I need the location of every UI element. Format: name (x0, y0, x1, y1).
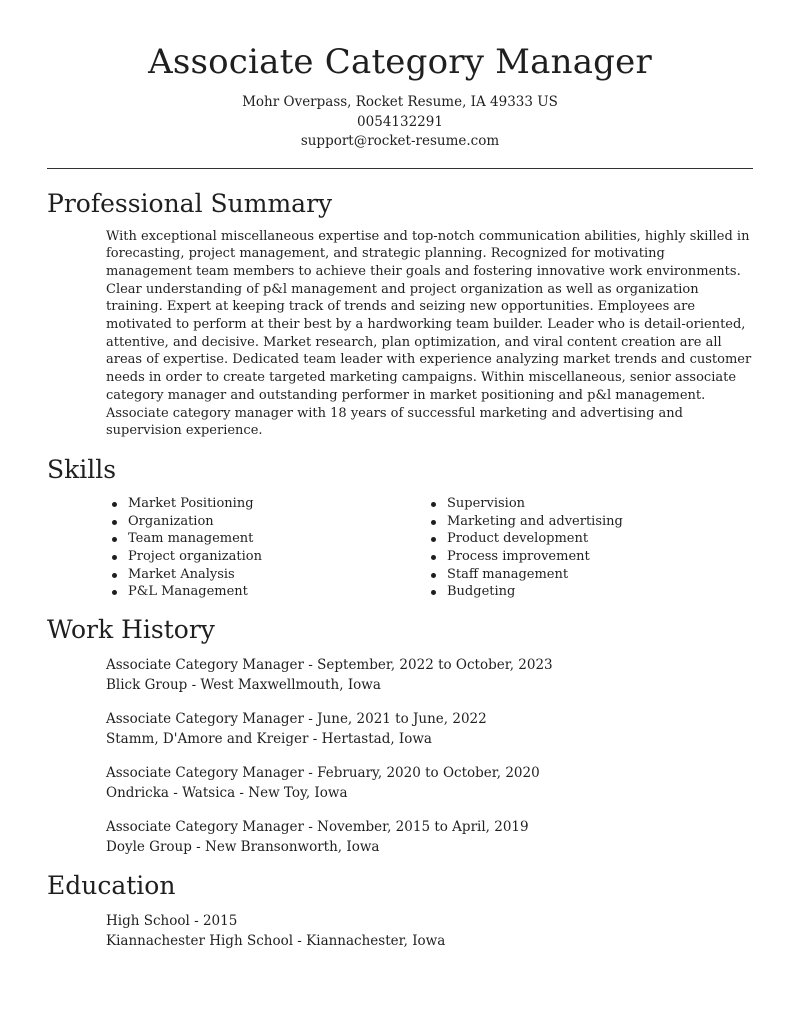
summary-section (47, 189, 753, 440)
summary-title: Professional Summary (47, 188, 333, 218)
education-school: Kiannachester High School - Kiannachester, Iowa (106, 933, 446, 950)
job-entry (106, 655, 753, 695)
skills-grid (106, 495, 753, 601)
education-degree: High School - 2015 (106, 913, 238, 930)
job-list (106, 655, 753, 857)
skills-column-right (425, 495, 744, 601)
skill-item: Marketing and advertising (425, 513, 744, 531)
skill-item: Supervision (425, 495, 744, 513)
work-history-section (47, 615, 753, 857)
skill-item: Staff management (425, 566, 744, 584)
job-role: Associate Category Manager - November, 2015 to April, 2019 (106, 819, 529, 836)
skill-item: Process improvement (425, 548, 744, 566)
job-entry (106, 763, 753, 803)
contact-address: Mohr Overpass, Rocket Resume, IA 49333 US (242, 94, 558, 110)
skill-item: Product development (425, 530, 744, 548)
skill-item: Budgeting (425, 583, 744, 601)
job-role: Associate Category Manager - February, 2020 to October, 2020 (106, 765, 540, 782)
skill-item: Project organization (106, 548, 425, 566)
education-section (47, 871, 753, 951)
skills-section (47, 455, 753, 601)
job-entry (106, 709, 753, 749)
skill-item: P&L Management (106, 583, 425, 601)
skill-item: Organization (106, 513, 425, 531)
skill-item: Market Analysis (106, 566, 425, 584)
job-company: Blick Group - West Maxwellmouth, Iowa (106, 677, 381, 694)
resume-name: Associate Category Manager (148, 42, 652, 82)
education-title: Education (47, 871, 176, 901)
job-role: Associate Category Manager - June, 2021 to June, 2022 (106, 711, 487, 728)
work-history-title: Work History (47, 615, 215, 645)
job-company: Doyle Group - New Bransonworth, Iowa (106, 839, 380, 856)
education-entry (106, 911, 753, 951)
contact-phone: 0054132291 (357, 113, 443, 130)
header-divider (47, 168, 753, 169)
skills-column-left (106, 495, 425, 601)
contact-block (47, 93, 753, 152)
skill-item: Market Positioning (106, 495, 425, 513)
job-company: Ondricka - Watsica - New Toy, Iowa (106, 785, 348, 802)
skill-item: Team management (106, 530, 425, 548)
summary-text: With exceptional miscellaneous expertise and top-notch communication abilities, highly skilled in forecasting, project management, and strategic planning. Recognized for motivating management team members to achieve their goals and fostering innovative work environments. Clear understanding of p&l management and project organization as well as organization training. Expert at keeping track of trends and seizing new opportunities. Employees are motivated to perform at their best by a hardworking team builder. Leader who is detail-oriented, attentive, and decisive. Market research, plan optimization, and viral content creation are all areas of expertise. Dedicated team leader with experience analyzing market trends and customer needs in order to create targeted marketing campaigns. Within miscellaneous, senior associate category manager and outstanding performer in market positioning and p&l management. Associate category manager with 18 years of successful marketing and advertising and supervision experience. (106, 228, 752, 439)
job-company: Stamm, D'Amore and Kreiger - Hertastad, Iowa (106, 731, 432, 748)
job-role: Associate Category Manager - September, 2022 to October, 2023 (106, 657, 553, 674)
skills-title: Skills (47, 454, 117, 484)
job-entry (106, 817, 753, 857)
contact-email: support@rocket-resume.com (300, 133, 500, 149)
